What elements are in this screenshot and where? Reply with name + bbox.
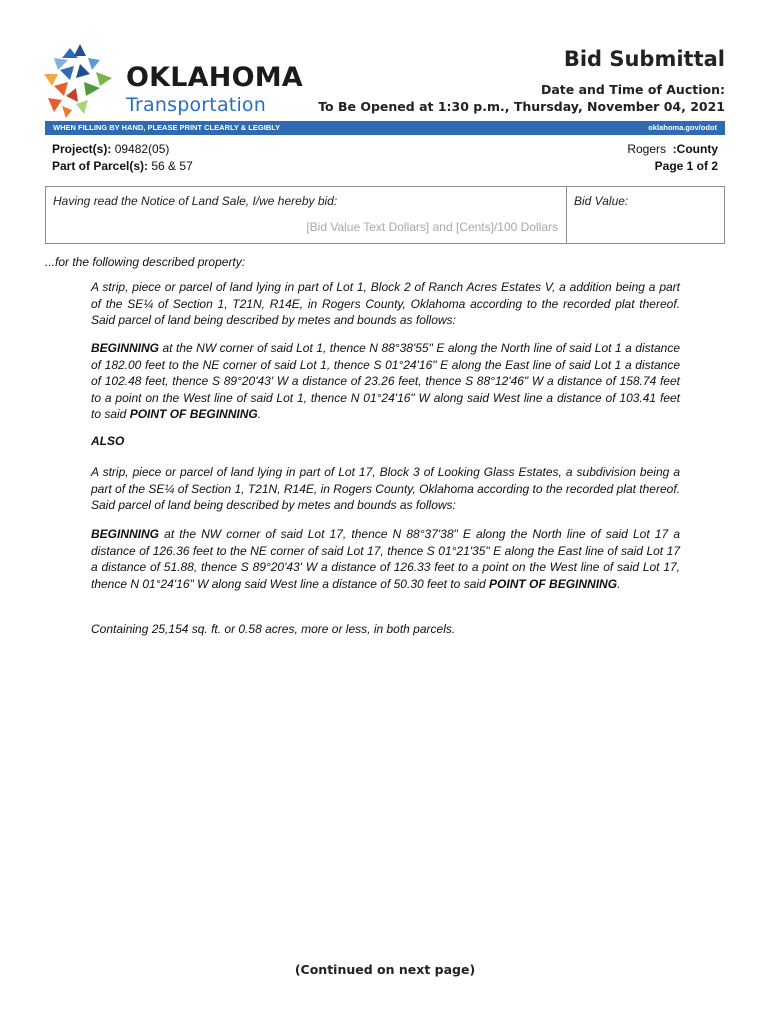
oklahoma-star-logo-icon [40,44,120,120]
point-of-beginning-keyword: POINT OF BEGINNING [489,576,618,591]
beginning-keyword: BEGINNING [91,341,160,355]
sentence-period: . [257,407,262,421]
beginning-keyword: BEGINNING [91,527,160,541]
instruction-banner [45,121,725,135]
parcel-line [52,159,193,173]
parcel-label: Part of Parcel(s): [52,159,149,173]
parcel1-description: A strip, piece or parcel of land lying in part of Lot 1, Block 2 of Ranch Acres Estates V, a addition being a part of the SE¼ of Section 1, T21N, R14E, in Rogers County, Oklahoma according to the recorded plat thereof. Said parcel of land being described by metes and bounds as follows: [91,280,680,327]
bid-table [45,186,725,244]
county-line [627,142,718,156]
project-line [52,142,169,156]
sentence-period: . [617,576,621,591]
point-of-beginning-keyword: POINT OF BEGINNING [129,407,258,421]
bid-value-text-field[interactable]: [Bid Value Text Dollars] and [Cents]/100 Dollars [306,220,558,234]
projects-value: 09482(05) [114,142,170,156]
property-intro: ...for the following described property: [45,255,246,269]
also-heading [91,433,680,450]
logo-wordmark-oklahoma: OKLAHOMA [126,62,303,93]
county-name: Rogers [627,142,666,156]
parcel2-description: A strip, piece or parcel of land lying in part of Lot 17, Block 3 of Looking Glass Estates, a subdivision being a part of the SE¼ of Section 1, T21N, R14E, in Rogers County, Oklahoma according to the recorded plat thereof. Said parcel of land being described by metes and bounds as follows: [91,465,680,512]
parcel-value: 56 & 57 [151,159,193,173]
area-summary: Containing 25,154 sq. ft. or 0.58 acres, more or less, in both parcels. [91,622,456,636]
projects-label: Project(s): [52,142,112,156]
parcel2-metes-bounds [91,526,680,592]
bid-value-label: Bid Value: [574,194,629,208]
parcel1-metes-bounds-text: at the NW corner of said Lot 1, thence N 88°38'55" E along the North line of said Lot 1 a distance of 182.00 feet to the NE corner of said Lot 1, thence S 01°24'16" E along the East line of said Lot 1 a distance of 102.48 feet, thence S 89°20'43' W a distance of 23.26 feet, thence S 88°12'46" W a distance of 158.74 feet to a point on the West line of said Lot 1, thence N 01°24'16" W along said West line a distance of 103.41 feet to said [91,341,680,421]
county-label: :County [672,142,718,156]
continued-note: (Continued on next page) [294,962,476,977]
auction-date-label: Date and Time of Auction: [540,82,725,97]
auction-date-value: To Be Opened at 1:30 p.m., Thursday, November 04, 2021 [318,99,725,114]
document-title: Bid Submittal [563,47,725,71]
parcel2-metes-bounds-text: at the NW corner of said Lot 17, thence N 88°37'38" E along the North line of said Lot 17 a distance of 126.36 feet to the NE corner of said Lot 17, thence S 01°21'35" E along the East line of said Lot 17 a distance of 51.88, thence S 89°20'43' W a distance of 126.33 feet to a point on the West line of said Lot 17, thence N 01°24'16" W along said West line a distance of 50.30 feet to said [91,527,680,591]
bid-statement-label: Having read the Notice of Land Sale, I/we hereby bid: [53,194,338,208]
page-number: Page 1 of 2 [654,159,718,173]
banner-website-link[interactable]: oklahoma.gov/odot [648,123,717,132]
parcel1-metes-bounds [91,340,680,423]
also-keyword: ALSO [91,434,125,448]
odot-logo [40,44,303,120]
logo-wordmark-transportation: Transportation [126,94,266,116]
banner-instruction-text: WHEN FILLING BY HAND, PLEASE PRINT CLEARLY & LEGIBLY [53,123,281,132]
bid-table-divider [566,187,567,243]
